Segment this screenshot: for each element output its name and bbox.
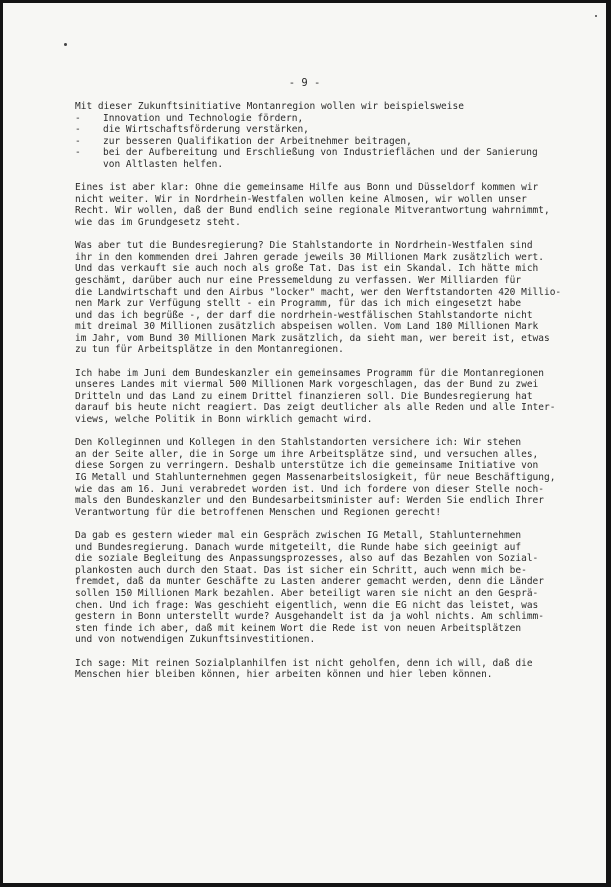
paragraph-line: gestern in Bonn unterstellt wurde? Ausgehandelt ist da ja wohl nichts. Am schlimm-: [75, 611, 544, 623]
paragraph-line: im Jahr, vom Bund 30 Millionen Mark zusätzlich, da sieht man, wer bereit ist, etwas: [75, 332, 550, 344]
page-number: - 9 -: [288, 77, 321, 89]
scan-speck: [595, 15, 597, 17]
paragraph-line: Verantwortung für die betroffenen Menschen und Regionen gerecht!: [75, 506, 442, 518]
paragraph-line: Ich sage: Mit reinen Sozialplanhilfen ist nicht geholfen, denn ich will, daß die: [75, 657, 533, 669]
body-text: [75, 101, 595, 681]
paragraph: [75, 368, 595, 426]
paragraph-line: ihr in den kommenden drei Jahren gerade jeweils 30 Millionen Mark zusätzlich wert.: [75, 251, 544, 263]
paragraph: [75, 658, 595, 681]
scan-speck: [64, 43, 67, 46]
bullet-item: - Innovation und Technologie fördern,: [75, 112, 304, 124]
bullet-item: - zur besseren Qualifikation der Arbeitnehmer beitragen,: [75, 135, 412, 147]
paragraph-line: Was aber tut die Bundesregierung? Die Stahlstandorte in Nordrhein-Westfalen sind: [75, 240, 533, 252]
paragraph-line: geschämt, darüber auch nur eine Pressemeldung zu verfassen. Wer Milliarden für: [75, 274, 522, 286]
paragraph-line: und Bundesregierung. Danach wurde mitgeteilt, die Runde habe sich geeinigt auf: [75, 541, 522, 553]
paragraph-line: unseres Landes mit viermal 500 Millionen Mark vorgeschlagen, das der Bund zu zwei: [75, 379, 539, 391]
paragraph-line: wie das am 16. Juni verabredet worden ist. Und ich fordere von dieser Stelle noch-: [75, 483, 544, 495]
paragraph-line: wie das im Grundgesetz steht.: [75, 216, 241, 228]
paragraph-line: Ich habe im Juni dem Bundeskanzler ein gemeinsames Programm für die Montanregionen: [75, 367, 544, 379]
paragraph-line: Dritteln und das Land zu einem Drittel finanzieren soll. Die Bundesregierung hat: [75, 390, 533, 402]
paragraph-line: nen Mark zur Verfügung stellt - ein Programm, für das ich mich eingesetzt habe: [75, 298, 522, 310]
bullet-item-continuation: von Altlasten helfen.: [103, 158, 224, 170]
paragraph-line: sollen 150 Millionen Mark bezahlen. Aber beteiligt waren sie nicht an den Gesprä-: [75, 587, 539, 599]
paragraph-line: views, welche Politik in Bonn wirklich gemacht wird.: [75, 414, 373, 426]
paragraph-line: die soziale Begleitung des Anpassungsprozesses, also auf das Bezahlen von Sozial-: [75, 553, 539, 565]
paragraph-line: und das ich begrüße -, der darf die nordrhein-westfälischen Stahlstandorte nicht: [75, 309, 533, 321]
paragraph-line: Recht. Wir wollen, daß der Bund endlich seine regionale Mitverantwortung wahrnimmt,: [75, 205, 550, 217]
paragraph-line: und von notwendigen Zukunftsinvestitionen.: [75, 634, 316, 646]
paragraph-line: nicht weiter. Wir in Nordrhein-Westfalen wollen keine Almosen, wir wollen unser: [75, 193, 527, 205]
bullet-item: - die Wirtschaftsförderung verstärken,: [75, 124, 309, 136]
bullet-item: - bei der Aufbereitung und Erschließung von Industrieflächen und der Sanierung: [75, 147, 538, 159]
paragraph-line: Eines ist aber klar: Ohne die gemeinsame Hilfe aus Bonn und Düsseldorf kommen wir: [75, 182, 539, 194]
paragraph-line: sten finde ich aber, daß mit keinem Wort die Rede ist von neuen Arbeitsplätzen: [75, 622, 522, 634]
document-page: [3, 3, 606, 883]
paragraph-line: mit dreimal 30 Millionen zusätzlich abspeisen wollen. Vom Land 180 Millionen Mark: [75, 321, 539, 333]
paragraph-line: Menschen hier bleiben können, hier arbeiten können und hier leben können.: [75, 669, 493, 681]
paragraph-line: IG Metall und Stahlunternehmen gegen Massenarbeitslosigkeit, für neue Beschäftigung,: [75, 472, 556, 483]
paragraph-line: mals den Bundeskanzler und den Bundesarbeitsminister auf: Werden Sie endlich Ihrer: [75, 495, 544, 507]
paragraph-line: darauf bis heute nicht reagiert. Das zeigt deutlicher als alle Reden und alle Inter-: [75, 402, 556, 414]
intro-line: Mit dieser Zukunftsinitiative Montanregion wollen wir beispielsweise: [75, 101, 464, 112]
paragraph: [75, 182, 595, 228]
paragraph-line: fremdet, daß da munter Geschäfte zu Lasten anderer gemacht werden, denn die Länder: [75, 576, 544, 588]
paragraph-line: Und das verkauft sie auch noch als große Tat. Das ist ein Skandal. Ich hätte mich: [75, 263, 539, 275]
paragraph-line: Da gab es gestern wieder mal ein Gespräch zwischen IG Metall, Stahlunternehmen: [75, 529, 522, 541]
paragraph-line: zu tun für Arbeitsplätze in den Montanregionen.: [75, 344, 344, 356]
paragraph-line: Den Kolleginnen und Kollegen in den Stahlstandorten versichere ich: Wir stehen: [75, 437, 522, 449]
paragraph-line: chen. Und ich frage: Was geschieht eigentlich, wenn die EG nicht das leistet, was: [75, 599, 539, 611]
paragraph: [75, 530, 595, 646]
paragraph-line: plankosten auch durch den Staat. Das ist sicher ein Schritt, auch wenn mich be-: [75, 564, 527, 576]
paragraph-line: diese Sorgen zu verringern. Deshalb unterstütze ich die gemeinsame Initiative von: [75, 460, 539, 472]
paragraph: [75, 437, 595, 518]
paragraph-line: an der Seite aller, die in Sorge um ihre Arbeitsplätze sind, und versuchen alles,: [75, 448, 539, 460]
paragraph-line: die Landwirtschaft und den Airbus "locker" macht, wer den Werftstandorten 420 Millio-: [75, 286, 562, 298]
paragraph: [75, 240, 595, 356]
